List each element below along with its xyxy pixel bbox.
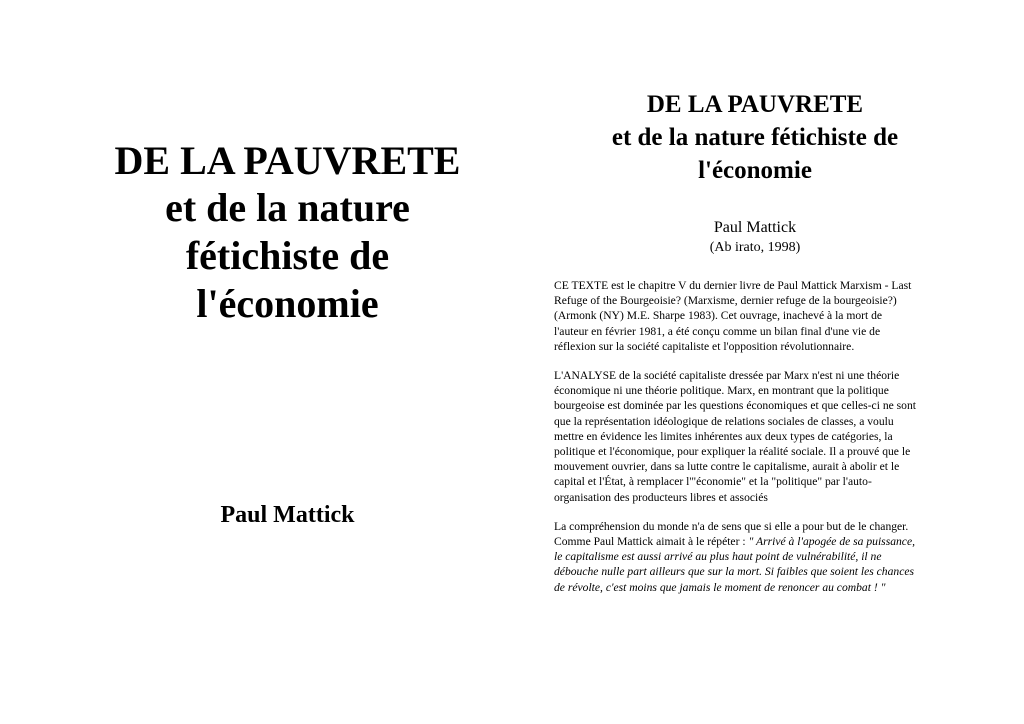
cover-title-line: fétichiste de bbox=[185, 233, 390, 278]
cover-title-line: et de la nature bbox=[165, 185, 410, 230]
author-name: Paul Mattick bbox=[713, 219, 797, 236]
page-title-line: et de la nature fétichiste de bbox=[611, 124, 899, 151]
page-title-line: l'économie bbox=[698, 157, 812, 184]
cover-title bbox=[60, 138, 515, 328]
paragraph-intro: CE TEXTE est le chapitre V du dernier livre de Paul Mattick Marxism - Last Refuge of the Bourgeoisie? (Marxisme, dernier refuge de la bourgeoisie?) (Armonk (NY) M.E. Sharpe 1983). Cet ouvrage, inachevé à la mort de l'auteur en février 1981, a été conçu comme un bilan final d'une vie de réflexion sur la société capitaliste et l'opposition révolutionnaire. bbox=[554, 279, 912, 353]
body-text bbox=[554, 278, 918, 609]
cover-author: Paul Mattick bbox=[220, 502, 355, 528]
cover-title-line: DE LA PAUVRETE bbox=[114, 138, 461, 183]
title-page bbox=[512, 0, 1024, 724]
source-note: (Ab irato, 1998) bbox=[709, 240, 801, 255]
author-block bbox=[534, 217, 976, 257]
quote-text: " Arrivé à l'apogée de sa puissance, le capitalisme est aussi arrivé au plus haut point de vulnérabilité, il ne débouche nulle part ailleurs que sur la mort. Si faibles que soient les chances de révolte, c'est moins que jamais le moment de renoncer au combat ! " bbox=[554, 535, 915, 594]
page-title-line: DE LA PAUVRETE bbox=[646, 91, 864, 118]
paragraph-analysis: L'ANALYSE de la société capitaliste dressée par Marx n'est ni une théorie économique ni une théorie politique. Marx, en montrant que la politique bourgeoise est dominée par les questions économiques et que celles-ci ne sont que la représentation idéologique de relations sociales de classes, a voulu mettre en évidence les limites inhérentes aux deux types de catégories, la politique et l'économique, pour expliquer la réalité sociale. Il a prouvé que le mouvement ouvrier, dans sa lutte contre le capitalisme, aurait à abolir et le capital et l'État, à remplacer l'"économie" et la "politique" par l'auto-organisation des producteurs libres et associés bbox=[554, 369, 916, 504]
cover-title-line: l'économie bbox=[196, 281, 379, 326]
paragraph-conclusion-text: La compréhension du monde n'a de sens que si elle a pour but de le changer. Comme Paul Mattick aimait à le répéter : bbox=[554, 519, 909, 549]
paragraph-conclusion bbox=[554, 519, 918, 595]
page-title bbox=[534, 88, 976, 187]
